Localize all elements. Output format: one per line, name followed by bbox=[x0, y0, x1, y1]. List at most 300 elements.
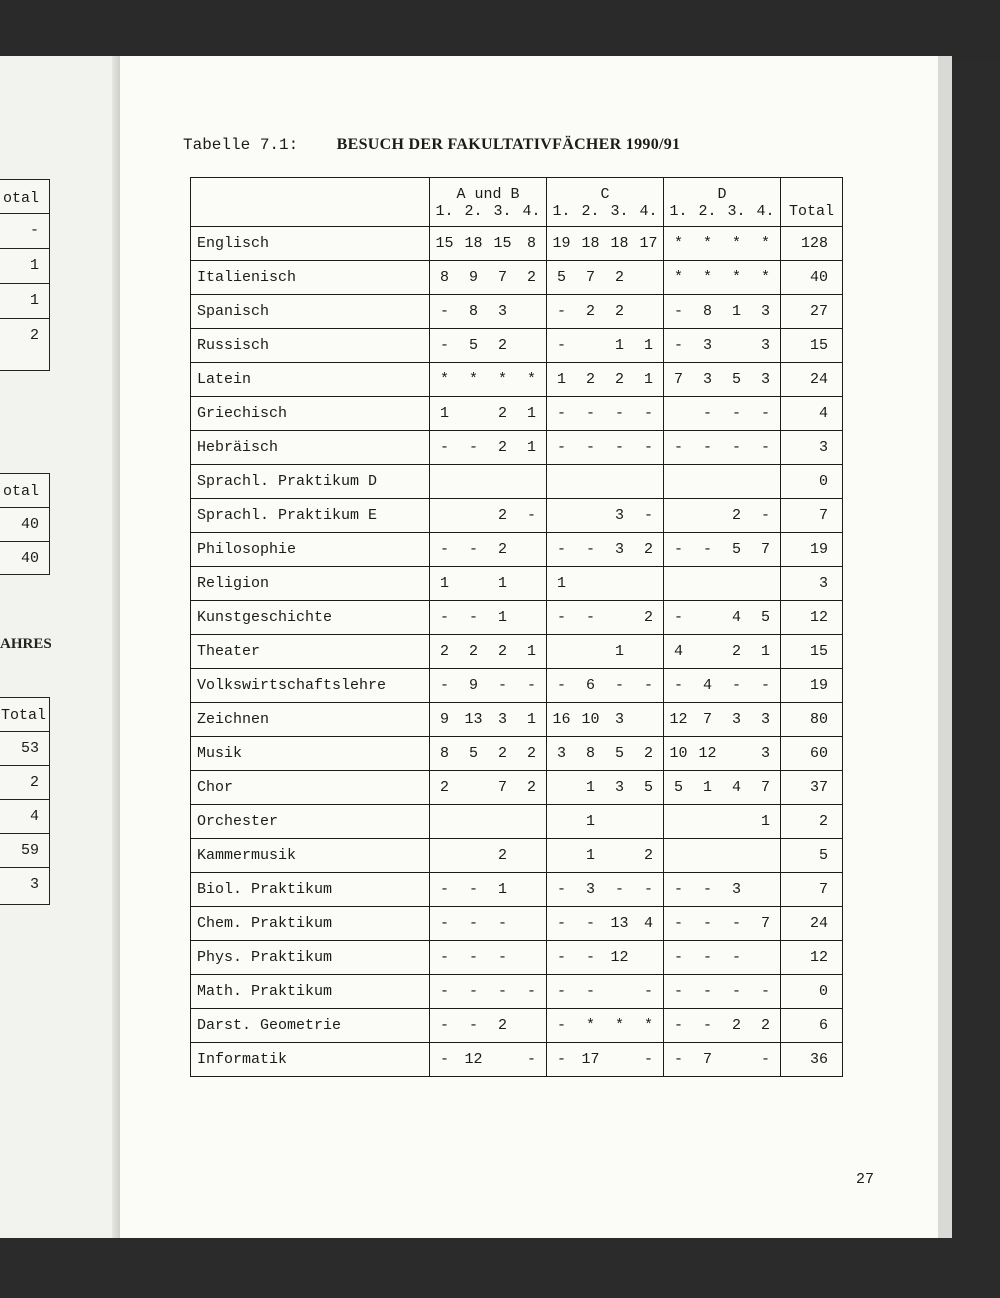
class-count-cell: - bbox=[634, 873, 664, 907]
class-count-cell bbox=[517, 805, 547, 839]
class-count-cell: - bbox=[576, 397, 605, 431]
left-column-value: 53 bbox=[0, 731, 49, 765]
class-count-cell: - bbox=[547, 397, 577, 431]
subject-name: Chor bbox=[191, 771, 430, 805]
table-row bbox=[191, 227, 843, 261]
class-count-cell bbox=[488, 465, 517, 499]
class-count-cell: 12 bbox=[693, 737, 722, 771]
left-column-value: 3 bbox=[0, 867, 49, 901]
class-count-cell: 2 bbox=[517, 261, 547, 295]
left-column-value: 40 bbox=[0, 541, 49, 575]
left-table-fragment-2 bbox=[0, 473, 50, 575]
class-count-cell: - bbox=[488, 941, 517, 975]
class-count-cell: - bbox=[430, 329, 460, 363]
caption-label: Tabelle 7.1: bbox=[183, 136, 299, 154]
class-count-cell bbox=[517, 839, 547, 873]
class-count-cell: - bbox=[459, 873, 488, 907]
header-total: Total bbox=[781, 178, 843, 227]
class-count-cell bbox=[664, 567, 694, 601]
table-row bbox=[191, 397, 843, 431]
table-row bbox=[191, 873, 843, 907]
class-count-cell bbox=[605, 1043, 634, 1077]
class-count-cell: 8 bbox=[430, 261, 460, 295]
class-count-cell: 1 bbox=[547, 567, 577, 601]
class-count-cell bbox=[664, 499, 694, 533]
class-count-cell: - bbox=[693, 907, 722, 941]
table-row bbox=[191, 1009, 843, 1043]
left-table-fragment-3 bbox=[0, 697, 50, 905]
class-count-cell: 7 bbox=[693, 1043, 722, 1077]
class-count-cell: - bbox=[430, 975, 460, 1009]
class-count-cell bbox=[547, 499, 577, 533]
class-count-cell bbox=[430, 499, 460, 533]
class-count-cell bbox=[517, 329, 547, 363]
class-count-cell: - bbox=[664, 975, 694, 1009]
class-count-cell: 3 bbox=[722, 703, 751, 737]
header-group-c: C bbox=[547, 178, 664, 204]
class-count-cell: - bbox=[751, 499, 781, 533]
class-count-cell bbox=[488, 1043, 517, 1077]
class-count-cell bbox=[605, 839, 634, 873]
class-count-cell bbox=[459, 805, 488, 839]
left-column-value: 1 bbox=[0, 248, 49, 282]
class-count-cell: * bbox=[751, 227, 781, 261]
class-count-cell bbox=[605, 465, 634, 499]
class-count-cell: 12 bbox=[664, 703, 694, 737]
class-count-cell bbox=[576, 499, 605, 533]
class-count-cell bbox=[517, 601, 547, 635]
class-count-cell: - bbox=[693, 1009, 722, 1043]
row-total: 27 bbox=[781, 295, 843, 329]
class-count-cell: - bbox=[517, 669, 547, 703]
row-total: 6 bbox=[781, 1009, 843, 1043]
table-row bbox=[191, 975, 843, 1009]
class-count-cell bbox=[605, 975, 634, 1009]
left-section-heading: AHRES bbox=[0, 636, 52, 652]
class-count-cell: 2 bbox=[722, 635, 751, 669]
class-count-cell: - bbox=[430, 941, 460, 975]
subject-name: Biol. Praktikum bbox=[191, 873, 430, 907]
class-count-cell bbox=[634, 465, 664, 499]
row-total: 2 bbox=[781, 805, 843, 839]
header-class-label: 3. bbox=[488, 203, 517, 227]
class-count-cell: - bbox=[547, 1009, 577, 1043]
class-count-cell: - bbox=[547, 1043, 577, 1077]
class-count-cell: - bbox=[664, 601, 694, 635]
class-count-cell: * bbox=[751, 261, 781, 295]
class-count-cell: * bbox=[693, 227, 722, 261]
subject-name: Spanisch bbox=[191, 295, 430, 329]
table-row bbox=[191, 363, 843, 397]
table-row bbox=[191, 703, 843, 737]
class-count-cell: - bbox=[751, 1043, 781, 1077]
class-count-cell: 7 bbox=[751, 533, 781, 567]
class-count-cell: 1 bbox=[693, 771, 722, 805]
row-total: 24 bbox=[781, 907, 843, 941]
subject-name: Volkswirtschaftslehre bbox=[191, 669, 430, 703]
class-count-cell: - bbox=[664, 873, 694, 907]
class-count-cell: 7 bbox=[693, 703, 722, 737]
subject-name: Darst. Geometrie bbox=[191, 1009, 430, 1043]
left-column-value: 40 bbox=[0, 507, 49, 541]
class-count-cell bbox=[430, 805, 460, 839]
header-class-label: 1. bbox=[664, 203, 694, 227]
class-count-cell: - bbox=[547, 601, 577, 635]
class-count-cell: - bbox=[430, 873, 460, 907]
subject-name: Sprachl. Praktikum E bbox=[191, 499, 430, 533]
header-subject-cell bbox=[191, 178, 430, 227]
class-count-cell bbox=[547, 465, 577, 499]
class-count-cell: 5 bbox=[664, 771, 694, 805]
class-count-cell: 7 bbox=[488, 771, 517, 805]
class-count-cell: - bbox=[488, 907, 517, 941]
class-count-cell: 19 bbox=[547, 227, 577, 261]
class-count-cell: * bbox=[430, 363, 460, 397]
class-count-cell: 1 bbox=[430, 567, 460, 601]
class-count-cell: 2 bbox=[634, 839, 664, 873]
left-header-1: otal bbox=[3, 190, 40, 207]
class-count-cell: 3 bbox=[751, 329, 781, 363]
class-count-cell: 4 bbox=[722, 601, 751, 635]
class-count-cell: 1 bbox=[488, 873, 517, 907]
class-count-cell: - bbox=[693, 873, 722, 907]
subject-name: Russisch bbox=[191, 329, 430, 363]
class-count-cell bbox=[693, 839, 722, 873]
class-count-cell: 3 bbox=[488, 703, 517, 737]
left-column-value: 59 bbox=[0, 833, 49, 867]
row-total: 40 bbox=[781, 261, 843, 295]
class-count-cell: 17 bbox=[634, 227, 664, 261]
class-count-cell: - bbox=[664, 431, 694, 465]
class-count-cell: 1 bbox=[517, 397, 547, 431]
class-count-cell: * bbox=[459, 363, 488, 397]
subject-name: Orchester bbox=[191, 805, 430, 839]
class-count-cell: - bbox=[634, 975, 664, 1009]
table-row bbox=[191, 567, 843, 601]
class-count-cell: 7 bbox=[751, 907, 781, 941]
class-count-cell: - bbox=[517, 1043, 547, 1077]
class-count-cell: 9 bbox=[459, 669, 488, 703]
class-count-cell bbox=[693, 499, 722, 533]
subject-name: Religion bbox=[191, 567, 430, 601]
class-count-cell: - bbox=[693, 975, 722, 1009]
class-count-cell: 2 bbox=[488, 431, 517, 465]
class-count-cell: - bbox=[605, 873, 634, 907]
row-total: 3 bbox=[781, 431, 843, 465]
class-count-cell bbox=[605, 601, 634, 635]
class-count-cell: - bbox=[547, 533, 577, 567]
left-column-value: 1 bbox=[0, 283, 49, 317]
class-count-cell: 2 bbox=[488, 839, 517, 873]
row-total: 12 bbox=[781, 601, 843, 635]
class-count-cell: 17 bbox=[576, 1043, 605, 1077]
table-row bbox=[191, 295, 843, 329]
class-count-cell bbox=[576, 567, 605, 601]
class-count-cell bbox=[634, 261, 664, 295]
class-count-cell: 5 bbox=[751, 601, 781, 635]
class-count-cell: - bbox=[693, 941, 722, 975]
class-count-cell: 8 bbox=[693, 295, 722, 329]
header-class-label: 1. bbox=[547, 203, 577, 227]
class-count-cell: 3 bbox=[693, 363, 722, 397]
subject-name: Hebräisch bbox=[191, 431, 430, 465]
class-count-cell: - bbox=[547, 329, 577, 363]
class-count-cell: 2 bbox=[605, 295, 634, 329]
class-count-cell: * bbox=[517, 363, 547, 397]
class-count-cell: 2 bbox=[634, 533, 664, 567]
class-count-cell: 3 bbox=[605, 771, 634, 805]
class-count-cell bbox=[517, 907, 547, 941]
page-number: 27 bbox=[856, 1171, 875, 1188]
class-count-cell: - bbox=[430, 431, 460, 465]
row-total: 7 bbox=[781, 873, 843, 907]
table-row bbox=[191, 465, 843, 499]
left-table-fragment-1 bbox=[0, 179, 50, 371]
class-count-cell: 5 bbox=[459, 737, 488, 771]
class-count-cell: - bbox=[430, 601, 460, 635]
subject-name: Theater bbox=[191, 635, 430, 669]
class-count-cell: 2 bbox=[576, 295, 605, 329]
class-count-cell bbox=[693, 465, 722, 499]
class-count-cell: 2 bbox=[488, 1009, 517, 1043]
class-count-cell: 3 bbox=[605, 533, 634, 567]
class-count-cell: - bbox=[634, 431, 664, 465]
class-count-cell: 18 bbox=[459, 227, 488, 261]
row-total: 24 bbox=[781, 363, 843, 397]
class-count-cell bbox=[634, 635, 664, 669]
class-count-cell: 18 bbox=[576, 227, 605, 261]
class-count-cell: - bbox=[430, 669, 460, 703]
class-count-cell bbox=[693, 567, 722, 601]
class-count-cell: * bbox=[693, 261, 722, 295]
class-count-cell: 1 bbox=[576, 839, 605, 873]
row-total: 15 bbox=[781, 329, 843, 363]
page-edge bbox=[938, 56, 952, 1238]
table-row bbox=[191, 499, 843, 533]
class-count-cell: 2 bbox=[751, 1009, 781, 1043]
class-count-cell: 1 bbox=[634, 363, 664, 397]
table-row bbox=[191, 907, 843, 941]
class-count-cell: 2 bbox=[459, 635, 488, 669]
class-count-cell: - bbox=[459, 1009, 488, 1043]
class-count-cell: - bbox=[693, 397, 722, 431]
class-count-cell: - bbox=[430, 533, 460, 567]
class-count-cell: 13 bbox=[459, 703, 488, 737]
class-count-cell: - bbox=[488, 669, 517, 703]
row-total: 0 bbox=[781, 975, 843, 1009]
class-count-cell: 4 bbox=[634, 907, 664, 941]
class-count-cell: - bbox=[459, 975, 488, 1009]
class-count-cell: 2 bbox=[430, 635, 460, 669]
class-count-cell bbox=[634, 567, 664, 601]
class-count-cell: - bbox=[459, 907, 488, 941]
class-count-cell: 3 bbox=[751, 363, 781, 397]
class-count-cell: 7 bbox=[664, 363, 694, 397]
class-count-cell: - bbox=[459, 533, 488, 567]
class-count-cell bbox=[576, 329, 605, 363]
header-class-label: 3. bbox=[722, 203, 751, 227]
class-count-cell: 10 bbox=[664, 737, 694, 771]
class-count-cell: - bbox=[664, 1043, 694, 1077]
class-count-cell bbox=[722, 1043, 751, 1077]
table-row bbox=[191, 533, 843, 567]
class-count-cell: - bbox=[605, 431, 634, 465]
subject-name: Griechisch bbox=[191, 397, 430, 431]
class-count-cell bbox=[664, 839, 694, 873]
class-count-cell: 1 bbox=[605, 635, 634, 669]
class-count-cell: - bbox=[751, 975, 781, 1009]
left-header-3: Total bbox=[1, 707, 47, 724]
class-count-cell: 3 bbox=[605, 703, 634, 737]
class-count-cell bbox=[664, 397, 694, 431]
class-count-cell bbox=[722, 737, 751, 771]
class-count-cell bbox=[459, 567, 488, 601]
row-total: 12 bbox=[781, 941, 843, 975]
class-count-cell: * bbox=[634, 1009, 664, 1043]
class-count-cell: - bbox=[459, 941, 488, 975]
class-count-cell: 8 bbox=[459, 295, 488, 329]
class-count-cell: 2 bbox=[517, 771, 547, 805]
class-count-cell: 2 bbox=[430, 771, 460, 805]
class-count-cell: 6 bbox=[576, 669, 605, 703]
class-count-cell bbox=[664, 465, 694, 499]
class-count-cell: * bbox=[576, 1009, 605, 1043]
header-class-label: 1. bbox=[430, 203, 460, 227]
class-count-cell: 3 bbox=[605, 499, 634, 533]
class-count-cell bbox=[517, 465, 547, 499]
header-group-d: D bbox=[664, 178, 781, 204]
class-count-cell: 2 bbox=[488, 635, 517, 669]
class-count-cell: - bbox=[547, 907, 577, 941]
subject-name: Phys. Praktikum bbox=[191, 941, 430, 975]
class-count-cell: * bbox=[722, 227, 751, 261]
class-count-cell: - bbox=[430, 907, 460, 941]
table-row bbox=[191, 941, 843, 975]
header-group-ab: A und B bbox=[430, 178, 547, 204]
class-count-cell: 1 bbox=[517, 635, 547, 669]
class-count-cell: 1 bbox=[488, 601, 517, 635]
class-count-cell: 5 bbox=[722, 533, 751, 567]
class-count-cell: 5 bbox=[605, 737, 634, 771]
header-row-groups bbox=[191, 178, 843, 204]
header-class-label: 4. bbox=[517, 203, 547, 227]
class-count-cell: - bbox=[722, 669, 751, 703]
class-count-cell bbox=[664, 805, 694, 839]
class-count-cell: 1 bbox=[751, 805, 781, 839]
class-count-cell: - bbox=[488, 975, 517, 1009]
subject-name: Kammermusik bbox=[191, 839, 430, 873]
class-count-cell: - bbox=[634, 499, 664, 533]
subject-name: Latein bbox=[191, 363, 430, 397]
class-count-cell: - bbox=[459, 431, 488, 465]
class-count-cell: - bbox=[459, 601, 488, 635]
class-count-cell: - bbox=[547, 975, 577, 1009]
left-header-2: otal bbox=[3, 483, 40, 500]
class-count-cell: 2 bbox=[605, 363, 634, 397]
class-count-cell: - bbox=[605, 669, 634, 703]
class-count-cell: 2 bbox=[605, 261, 634, 295]
scan-background bbox=[0, 0, 1000, 60]
class-count-cell: 13 bbox=[605, 907, 634, 941]
class-count-cell bbox=[751, 839, 781, 873]
class-count-cell: 2 bbox=[488, 499, 517, 533]
table-row bbox=[191, 805, 843, 839]
class-count-cell: - bbox=[547, 941, 577, 975]
class-count-cell: - bbox=[547, 295, 577, 329]
class-count-cell bbox=[634, 941, 664, 975]
table-row bbox=[191, 431, 843, 465]
page-gutter bbox=[112, 56, 120, 1238]
header-class-label: 4. bbox=[751, 203, 781, 227]
class-count-cell: - bbox=[722, 397, 751, 431]
class-count-cell: 1 bbox=[722, 295, 751, 329]
header-class-label: 3. bbox=[605, 203, 634, 227]
class-count-cell: 2 bbox=[488, 533, 517, 567]
class-count-cell: 1 bbox=[430, 397, 460, 431]
class-count-cell bbox=[634, 805, 664, 839]
class-count-cell: 15 bbox=[430, 227, 460, 261]
table-row bbox=[191, 601, 843, 635]
class-count-cell: - bbox=[576, 975, 605, 1009]
class-count-cell: 8 bbox=[576, 737, 605, 771]
class-count-cell bbox=[751, 873, 781, 907]
class-count-cell bbox=[547, 635, 577, 669]
class-count-cell: 3 bbox=[751, 295, 781, 329]
row-total: 7 bbox=[781, 499, 843, 533]
class-count-cell: - bbox=[576, 431, 605, 465]
class-count-cell: 1 bbox=[576, 805, 605, 839]
subject-name: Sprachl. Praktikum D bbox=[191, 465, 430, 499]
class-count-cell bbox=[576, 635, 605, 669]
class-count-cell bbox=[751, 941, 781, 975]
class-count-cell: 1 bbox=[488, 567, 517, 601]
class-count-cell: - bbox=[430, 295, 460, 329]
class-count-cell: - bbox=[664, 329, 694, 363]
class-count-cell: - bbox=[517, 499, 547, 533]
class-count-cell: - bbox=[634, 397, 664, 431]
table-row bbox=[191, 839, 843, 873]
class-count-cell: - bbox=[664, 295, 694, 329]
class-count-cell bbox=[488, 805, 517, 839]
class-count-cell bbox=[430, 465, 460, 499]
class-count-cell: 3 bbox=[751, 703, 781, 737]
class-count-cell: - bbox=[664, 533, 694, 567]
table-body bbox=[191, 227, 843, 1077]
class-count-cell bbox=[517, 295, 547, 329]
class-count-cell: - bbox=[547, 669, 577, 703]
class-count-cell bbox=[693, 601, 722, 635]
row-total: 3 bbox=[781, 567, 843, 601]
row-total: 15 bbox=[781, 635, 843, 669]
left-column-value: 2 bbox=[0, 318, 49, 352]
class-count-cell: * bbox=[488, 363, 517, 397]
class-count-cell bbox=[576, 465, 605, 499]
class-count-cell: - bbox=[634, 669, 664, 703]
table-caption bbox=[183, 136, 680, 154]
class-count-cell: - bbox=[430, 1009, 460, 1043]
class-count-cell bbox=[459, 397, 488, 431]
class-count-cell: - bbox=[722, 941, 751, 975]
row-total: 60 bbox=[781, 737, 843, 771]
class-count-cell: 3 bbox=[722, 873, 751, 907]
class-count-cell: 2 bbox=[517, 737, 547, 771]
row-total: 36 bbox=[781, 1043, 843, 1077]
table-row bbox=[191, 737, 843, 771]
class-count-cell: 1 bbox=[517, 431, 547, 465]
class-count-cell bbox=[517, 873, 547, 907]
row-total: 4 bbox=[781, 397, 843, 431]
class-count-cell bbox=[722, 567, 751, 601]
